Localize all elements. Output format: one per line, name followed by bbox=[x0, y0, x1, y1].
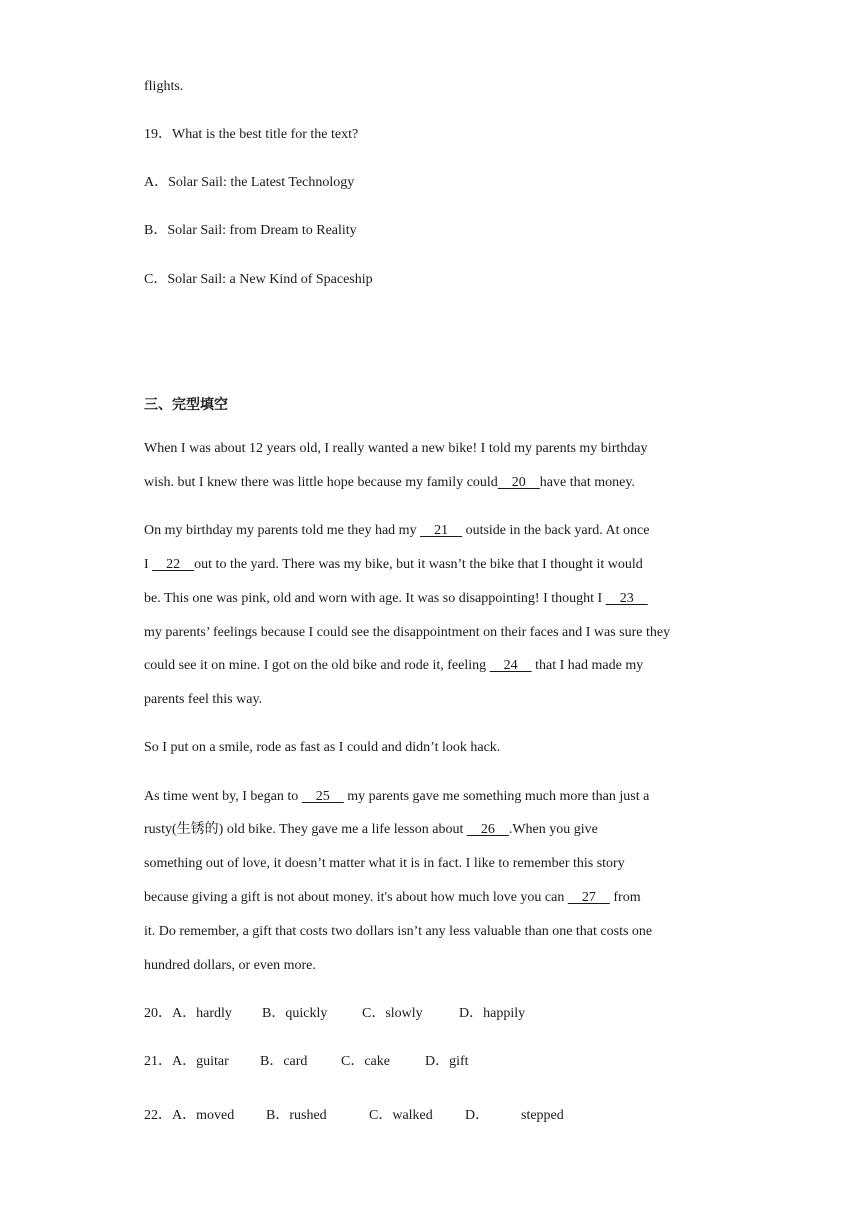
option-a: A．hardly bbox=[172, 1006, 232, 1021]
blank-27: 27 bbox=[567, 890, 610, 905]
paragraph-4-line-2 bbox=[144, 820, 598, 840]
question-19-option-a: A．Solar Sail: the Latest Technology bbox=[144, 175, 355, 190]
question-22 bbox=[144, 1106, 564, 1126]
question-number: 21． bbox=[144, 1054, 172, 1069]
text: outside in the back yard. At once bbox=[462, 523, 650, 538]
option-a: A．guitar bbox=[172, 1054, 229, 1069]
text: As time went by, I began to bbox=[144, 789, 302, 804]
blank-20: 20 bbox=[497, 475, 540, 490]
paragraph-4-line-5: it. Do remember, a gift that costs two dollars isn’t any less valuable than one that costs one bbox=[144, 924, 653, 939]
question-19-stem: 19．What is the best title for the text? bbox=[144, 127, 359, 142]
option-d: D． bbox=[465, 1108, 490, 1123]
text: out to the yard. There was my bike, but it wasn’t the bike that I thought it would bbox=[194, 557, 643, 572]
text: I bbox=[144, 557, 153, 572]
paragraph-3: So I put on a smile, rode as fast as I could and didn’t look hack. bbox=[144, 740, 501, 755]
paragraph-2-line-3 bbox=[144, 589, 648, 609]
paragraph-1-line-1: When I was about 12 years old, I really wanted a new bike! I told my parents my birthday bbox=[144, 441, 648, 456]
blank-23: 23 bbox=[605, 591, 648, 606]
paragraph-2-line-5 bbox=[144, 656, 643, 676]
paragraph-4-line-6: hundred dollars, or even more. bbox=[144, 958, 316, 973]
option-a: A．moved bbox=[172, 1108, 235, 1123]
text: my parents gave me something much more than just a bbox=[343, 789, 650, 804]
option-c: C．walked bbox=[369, 1108, 433, 1123]
question-21 bbox=[144, 1052, 469, 1072]
text: that I had made my bbox=[531, 658, 644, 673]
paragraph-4-line-4 bbox=[144, 888, 641, 908]
paragraph-2-line-4: my parents’ feelings because I could see the disappointment on their faces and I was sure they bbox=[144, 625, 671, 640]
prev-passage-end: flights. bbox=[144, 79, 184, 94]
blank-24: 24 bbox=[489, 658, 532, 673]
paragraph-2-line-2 bbox=[144, 555, 643, 575]
blank-25: 25 bbox=[301, 789, 344, 804]
text: from bbox=[609, 890, 641, 905]
text: because giving a gift is not about money. it's about how much love you can bbox=[144, 890, 568, 905]
question-19-option-b: B．Solar Sail: from Dream to Reality bbox=[144, 223, 357, 238]
paragraph-4-line-3: something out of love, it doesn’t matter what it is in fact. I like to remember this story bbox=[144, 856, 625, 871]
option-c: C．cake bbox=[341, 1054, 390, 1069]
section-heading: 三、完型填空 bbox=[144, 397, 228, 413]
paragraph-1-line-2 bbox=[144, 473, 635, 493]
text: wish. but I knew there was little hope because my family could bbox=[144, 475, 498, 490]
option-b: B．quickly bbox=[262, 1006, 328, 1021]
option-b: B．card bbox=[260, 1054, 308, 1069]
blank-21: 21 bbox=[420, 523, 463, 538]
option-c: C．slowly bbox=[362, 1006, 423, 1021]
question-number: 22． bbox=[144, 1108, 172, 1123]
option-d-text: stepped bbox=[521, 1108, 564, 1123]
question-number: 20． bbox=[144, 1006, 172, 1021]
text: could see it on mine. I got on the old bike and rode it, feeling bbox=[144, 658, 490, 673]
option-b: B．rushed bbox=[266, 1108, 327, 1123]
option-d: D．gift bbox=[425, 1054, 469, 1069]
text: have that money. bbox=[539, 475, 635, 490]
blank-26: 26 bbox=[466, 822, 509, 837]
question-19-option-c: C．Solar Sail: a New Kind of Spaceship bbox=[144, 272, 373, 287]
blank-22: 22 bbox=[152, 557, 195, 572]
paragraph-4-line-1 bbox=[144, 787, 649, 807]
text: be. This one was pink, old and worn with age. It was so disappointing! I thought I bbox=[144, 591, 606, 606]
question-20 bbox=[144, 1004, 525, 1024]
text: .When you give bbox=[508, 822, 598, 837]
text: On my birthday my parents told me they had my bbox=[144, 523, 421, 538]
paragraph-2-line-1 bbox=[144, 521, 649, 541]
paragraph-2-line-6: parents feel this way. bbox=[144, 692, 263, 707]
text: rusty(生锈的) old bike. They gave me a life lesson about bbox=[144, 822, 467, 837]
option-d: D．happily bbox=[459, 1006, 526, 1021]
